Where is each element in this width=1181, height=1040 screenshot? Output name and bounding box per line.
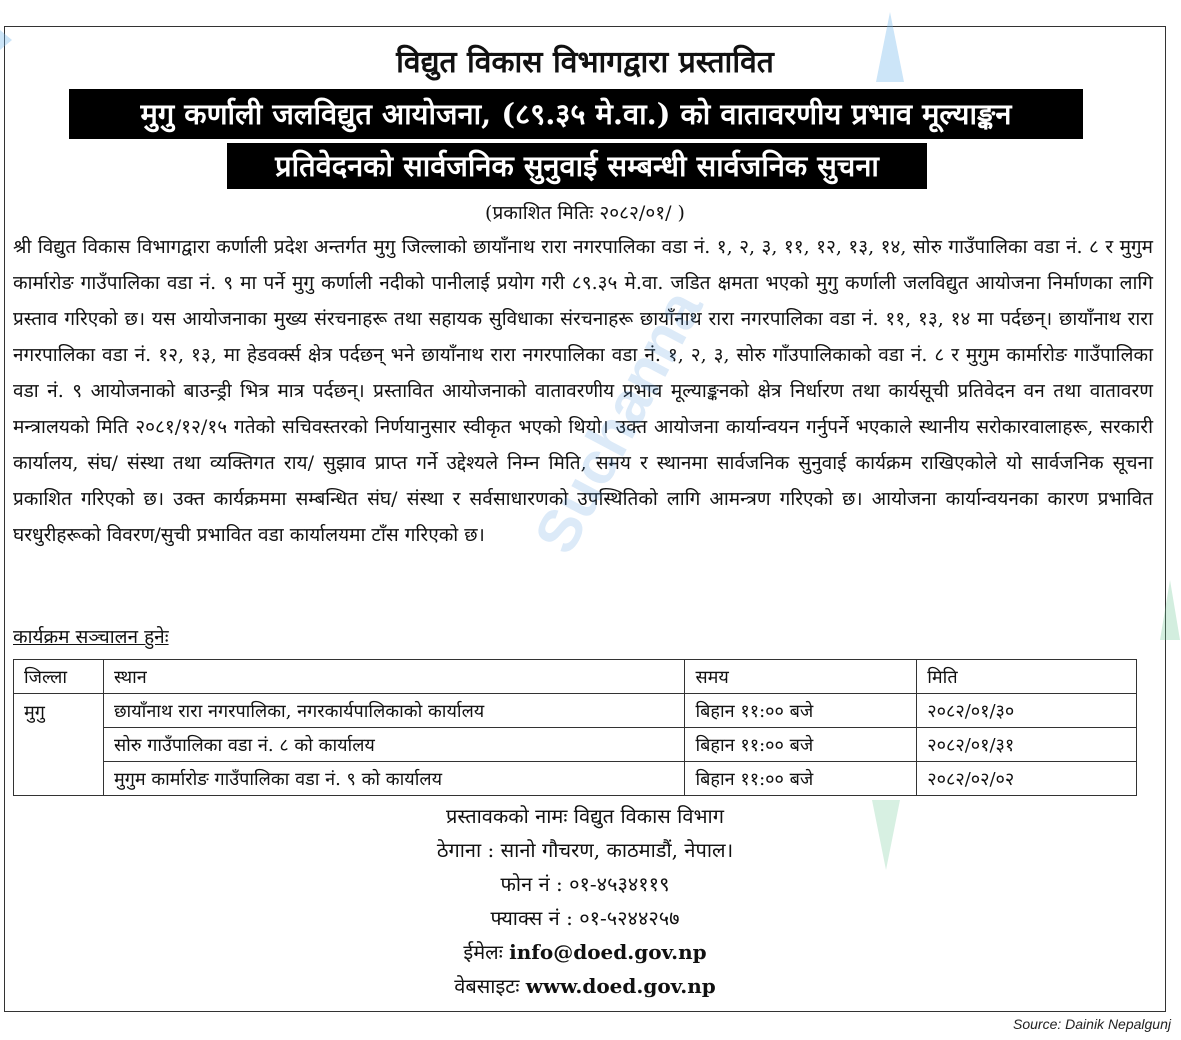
website-url: www.doed.gov.np <box>525 974 716 998</box>
table-row <box>14 762 1137 796</box>
website-line <box>5 969 1165 1003</box>
date-cell: २०८२/०१/३० <box>917 694 1137 728</box>
notice-title-line3: प्रतिवेदनको सार्वजनिक सुनुवाई सम्बन्धी सार्वजनिक सुचना <box>227 143 927 189</box>
email-label: ईमेलः <box>463 940 503 964</box>
contact-footer <box>5 799 1165 1003</box>
place-cell: सोरु गाउँपालिका वडा नं. ८ को कार्यालय <box>103 728 685 762</box>
header-date: मिति <box>917 660 1137 694</box>
address: ठेगाना : सानो गौचरण, काठमाडौं, नेपाल। <box>436 838 734 862</box>
schedule-table <box>13 659 1137 796</box>
public-notice <box>4 26 1166 1012</box>
time-cell: बिहान ११:०० बजे <box>685 762 917 796</box>
notice-title-line1: विद्युत विकास विभागद्वारा प्रस्तावित <box>396 45 774 80</box>
notice-body-paragraph: श्री विद्युत विकास विभागद्वारा कर्णाली प्रदेश अन्तर्गत मुगु जिल्लाको छायाँनाथ रारा नगरपालिका वडा नं. १, २, ३, ११, १२, १३, १४, सोरु गाउँपालिका वडा नं. ८ र मुगुम कार्मारोङ गाउँपालिका वडा नं. ९ मा पर्ने मुगु कर्णाली नदीको पानीलाई प्रयोग गरी ८९.३५ मे.वा. जडित क्षमता भएको मुगु कर्णाली जलविद्युत आयोजना निर्माणका लागि प्रस्ताव गरिएको छ। यस आयोजनाका मुख्य संरचनाहरू तथा सहायक सुविधाका संरचनाहरू छायाँनाथ रारा नगरपालिका वडा नं. ११, १३, १४ मा पर्दछन्। छायाँनाथ रारा नगरपालिका वडा नं. १२, १३, मा हेडवर्क्स क्षेत्र पर्दछन् भने छायाँनाथ रारा नगरपालिका वडा नं. १, २, ३, सोरु गाँउपालिकाको वडा नं. ८ र मुगुम कार्मारोङ गाउँपालिका वडा नं. ९ आयोजनाको बाउन्ड्री भित्र मात्र पर्दछन्। प्रस्तावित आयोजनाको वातावरणीय प्रभाव मूल्याङ्कनको क्षेत्र निर्धारण तथा कार्यसूची प्रतिवेदन वन तथा वातावरण मन्त्रालयको मिति २०८१/१२/१५ गतेको सचिवस्तरको निर्णयानुसार स्वीकृत भएको थियो। उक्त आयोजना कार्यान्वयन गर्नुपर्ने भएकाले स्थानीय सरोकारवालाहरू, सरकारी कार्यालय, संघ/ संस्था तथा व्यक्तिगत राय/ सुझाव प्राप्त गर्ने उद्देश्यले निम्न मिति, समय र स्थानमा सार्वजनिक सुनुवाई कार्यक्रम राखिएकोले यो सार्वजनिक सूचना प्रकाशित गरिएको छ। उक्त कार्यक्रममा सम्बन्धित संघ/ संस्था र सर्वसाधारणको उपस्थितिको लागि आमन्त्रण गरिएको छ। आयोजना कार्यान्वयनका कारण प्रभावित घरधुरीहरूको विवरण/सुची प्रभावित वडा कार्यालयमा टाँस गरिएको छ। <box>13 236 1153 546</box>
table-row <box>14 728 1137 762</box>
source-credit: Source: Dainik Nepalgunj <box>1013 1016 1171 1032</box>
header-time: समय <box>685 660 917 694</box>
time-cell: बिहान ११:०० बजे <box>685 728 917 762</box>
notice-title-line2: मुगु कर्णाली जलविद्युत आयोजना, (८९.३५ मे.वा.) को वातावरणीय प्रभाव मूल्याङ्कन <box>69 89 1083 139</box>
proposer-name: प्रस्तावकको नामः विद्युत विकास विभाग <box>446 804 724 828</box>
date-cell: २०८२/०२/०२ <box>917 762 1137 796</box>
time-cell: बिहान ११:०० बजे <box>685 694 917 728</box>
header-place: स्थान <box>103 660 685 694</box>
program-heading: कार्यक्रम सञ्चालन हुनेः <box>13 626 169 648</box>
fax-number: फ्याक्स नं : ०१-५२४४२५७ <box>490 906 680 930</box>
place-cell: मुगुम कार्मारोङ गाउँपालिका वडा नं. ९ को कार्यालय <box>103 762 685 796</box>
header-district: जिल्ला <box>14 660 104 694</box>
place-cell: छायाँनाथ रारा नगरपालिका, नगरकार्यपालिकाको कार्यालय <box>103 694 685 728</box>
watermark: Suchanna <box>521 279 716 564</box>
table-row <box>14 694 1137 728</box>
date-cell: २०८२/०१/३१ <box>917 728 1137 762</box>
published-date: (प्रकाशित मितिः २०८२/०१/ ) <box>485 202 685 224</box>
table-header-row <box>14 660 1137 694</box>
email-line <box>5 935 1165 969</box>
district-cell: मुगु <box>14 694 104 796</box>
email-address: info@doed.gov.np <box>509 940 707 964</box>
website-label: वेबसाइटः <box>454 974 520 998</box>
phone-number: फोन नं : ०१-४५३४११९ <box>500 872 670 896</box>
